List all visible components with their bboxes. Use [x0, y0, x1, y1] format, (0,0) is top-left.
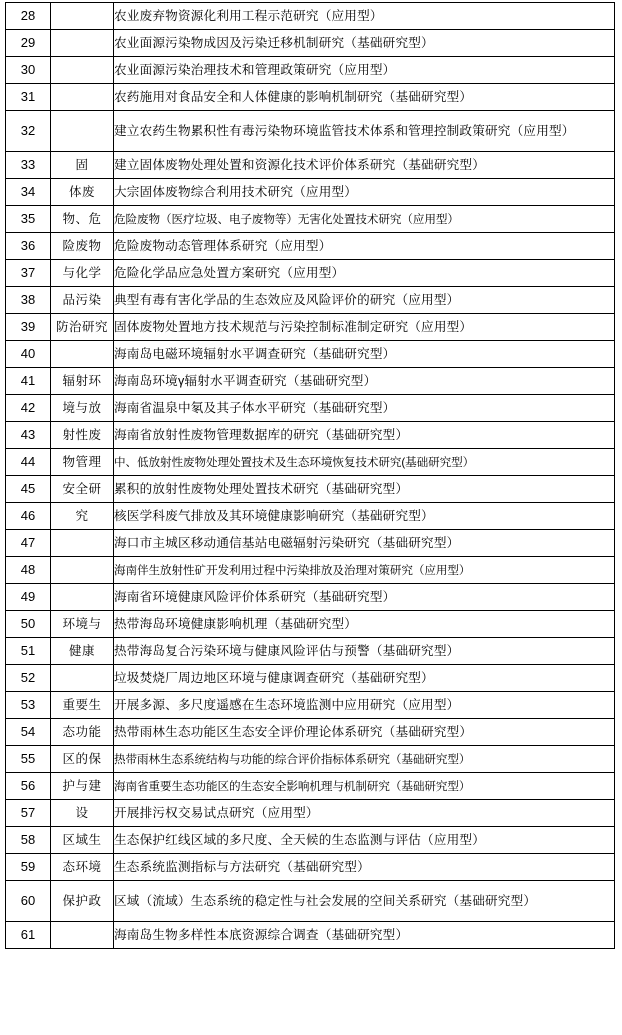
- topic-description: 热带雨林生态功能区生态安全评价理论体系研究（基础研究型）: [114, 719, 615, 746]
- topic-description: 农业废弃物资源化利用工程示范研究（应用型）: [114, 3, 615, 30]
- row-number: 37: [6, 260, 51, 287]
- topic-description: 海南岛环境γ辐射水平调查研究（基础研究型）: [114, 368, 615, 395]
- table-row: [6, 233, 615, 260]
- row-number: 30: [6, 57, 51, 84]
- table-row: [6, 287, 615, 314]
- category-cell: [51, 395, 114, 422]
- topic-description: 农药施用对食品安全和人体健康的影响机制研究（基础研究型）: [114, 84, 615, 111]
- row-number: 46: [6, 503, 51, 530]
- category-cell: [51, 314, 114, 341]
- category-cell: [51, 30, 114, 57]
- row-number: 57: [6, 800, 51, 827]
- category-label: 境与放: [62, 400, 102, 415]
- table-row: [6, 584, 615, 611]
- category-cell: [51, 800, 114, 827]
- category-label: 态功能: [62, 724, 102, 739]
- table-row: [6, 341, 615, 368]
- row-number: 53: [6, 692, 51, 719]
- category-cell: [51, 827, 114, 854]
- row-number: 55: [6, 746, 51, 773]
- topic-description: 典型有毒有害化学品的生态效应及风险评价的研究（应用型）: [114, 287, 615, 314]
- topic-description: 累积的放射性废物处理处置技术研究（基础研究型）: [114, 476, 615, 503]
- category-label: 区域生: [62, 832, 102, 847]
- category-label: 健康: [68, 643, 95, 658]
- table-row: [6, 638, 615, 665]
- category-cell: [51, 773, 114, 800]
- category-label: 重要生: [62, 697, 102, 712]
- category-cell: [51, 854, 114, 881]
- category-cell: [51, 3, 114, 30]
- category-cell: [51, 287, 114, 314]
- table-row: [6, 449, 615, 476]
- table-row: [6, 746, 615, 773]
- row-number: 49: [6, 584, 51, 611]
- table-row: [6, 152, 615, 179]
- table-row: [6, 260, 615, 287]
- category-cell: [51, 638, 114, 665]
- row-number: 54: [6, 719, 51, 746]
- topic-description: 危险废物（医疗垃圾、电子废物等）无害化处置技术研究（应用型）: [114, 206, 615, 233]
- topic-description: 海南省重要生态功能区的生态安全影响机理与机制研究（基础研究型）: [114, 773, 615, 800]
- topic-description: 生态保护红线区域的多尺度、全天候的生态监测与评估（应用型）: [114, 827, 615, 854]
- topic-description: 海南省温泉中氡及其子体水平研究（基础研究型）: [114, 395, 615, 422]
- category-cell: [51, 719, 114, 746]
- category-cell: [51, 665, 114, 692]
- row-number: 59: [6, 854, 51, 881]
- topic-description: 固体废物处置地方技术规范与污染控制标准制定研究（应用型）: [114, 314, 615, 341]
- category-cell: [51, 57, 114, 84]
- category-cell: [51, 341, 114, 368]
- row-number: 34: [6, 179, 51, 206]
- category-label: 固: [75, 157, 89, 172]
- category-label: 护与建: [62, 778, 102, 793]
- category-label: 区的保: [62, 751, 102, 766]
- category-cell: [51, 260, 114, 287]
- topic-description: 农业面源污染物成因及污染迁移机制研究（基础研究型）: [114, 30, 615, 57]
- row-number: 40: [6, 341, 51, 368]
- table-row: [6, 719, 615, 746]
- category-cell: [51, 206, 114, 233]
- category-label: 物、危: [62, 211, 102, 226]
- row-number: 38: [6, 287, 51, 314]
- topic-description: 海南岛生物多样性本底资源综合调查（基础研究型）: [114, 922, 615, 949]
- category-label: 设: [75, 805, 89, 820]
- row-number: 52: [6, 665, 51, 692]
- topic-description: 农业面源污染治理技术和管理政策研究（应用型）: [114, 57, 615, 84]
- row-number: 61: [6, 922, 51, 949]
- row-number: 42: [6, 395, 51, 422]
- table-row: [6, 692, 615, 719]
- table-row: [6, 206, 615, 233]
- table-row: [6, 503, 615, 530]
- topic-description: 热带海岛复合污染环境与健康风险评估与预警（基础研究型）: [114, 638, 615, 665]
- category-label: 险废物: [62, 238, 102, 253]
- category-label: 防治研究: [55, 319, 108, 334]
- category-cell: [51, 530, 114, 557]
- category-cell: [51, 611, 114, 638]
- category-label: 态环境: [62, 859, 102, 874]
- table-row: [6, 611, 615, 638]
- category-cell: [51, 746, 114, 773]
- category-cell: [51, 368, 114, 395]
- row-number: 43: [6, 422, 51, 449]
- table-row: [6, 314, 615, 341]
- category-label: 与化学: [62, 265, 102, 280]
- category-cell: [51, 557, 114, 584]
- table-row: [6, 368, 615, 395]
- table-row: [6, 557, 615, 584]
- table-row: [6, 827, 615, 854]
- category-cell: [51, 922, 114, 949]
- table-row: [6, 179, 615, 206]
- table-row: [6, 854, 615, 881]
- category-label: 究: [75, 508, 89, 523]
- table-row: [6, 422, 615, 449]
- category-label: 保护政: [62, 893, 102, 908]
- table-row: [6, 773, 615, 800]
- table-row: [6, 30, 615, 57]
- topic-description: 大宗固体废物综合利用技术研究（应用型）: [114, 179, 615, 206]
- row-number: 28: [6, 3, 51, 30]
- topic-description: 开展多源、多尺度遥感在生态环境监测中应用研究（应用型）: [114, 692, 615, 719]
- category-label: 安全研: [62, 481, 102, 496]
- row-number: 31: [6, 84, 51, 111]
- category-cell: [51, 584, 114, 611]
- row-number: 39: [6, 314, 51, 341]
- category-cell: [51, 503, 114, 530]
- table-row: [6, 881, 615, 922]
- category-cell: [51, 449, 114, 476]
- row-number: 50: [6, 611, 51, 638]
- row-number: 32: [6, 111, 51, 152]
- topic-description: 海南省放射性废物管理数据库的研究（基础研究型）: [114, 422, 615, 449]
- category-cell: [51, 692, 114, 719]
- category-label: 体废: [68, 184, 95, 199]
- row-number: 48: [6, 557, 51, 584]
- category-label: 射性废: [62, 427, 102, 442]
- topic-description: 区域（流域）生态系统的稳定性与社会发展的空间关系研究（基础研究型）: [114, 881, 615, 922]
- topic-description: 海南伴生放射性矿开发利用过程中污染排放及治理对策研究（应用型）: [114, 557, 615, 584]
- row-number: 51: [6, 638, 51, 665]
- topic-description: 垃圾焚烧厂周边地区环境与健康调查研究（基础研究型）: [114, 665, 615, 692]
- table-row: [6, 395, 615, 422]
- table-row: [6, 800, 615, 827]
- category-cell: [51, 422, 114, 449]
- topic-description: 危险废物动态管理体系研究（应用型）: [114, 233, 615, 260]
- topic-description: 生态系统监测指标与方法研究（基础研究型）: [114, 854, 615, 881]
- table-row: [6, 3, 615, 30]
- row-number: 47: [6, 530, 51, 557]
- category-label: 品污染: [62, 292, 102, 307]
- topic-description: 建立农药生物累积性有毒污染物环境监管技术体系和管理控制政策研究（应用型）: [114, 111, 615, 152]
- table-row: [6, 922, 615, 949]
- row-number: 56: [6, 773, 51, 800]
- topic-description: 海口市主城区移动通信基站电磁辐射污染研究（基础研究型）: [114, 530, 615, 557]
- category-label: 环境与: [62, 616, 102, 631]
- topic-description: 中、低放射性废物处理处置技术及生态环境恢复技术研究(基础研究型）: [114, 449, 615, 476]
- category-cell: [51, 152, 114, 179]
- table-body: [6, 3, 615, 949]
- row-number: 36: [6, 233, 51, 260]
- table-row: [6, 665, 615, 692]
- row-number: 60: [6, 881, 51, 922]
- row-number: 58: [6, 827, 51, 854]
- category-cell: [51, 84, 114, 111]
- row-number: 29: [6, 30, 51, 57]
- topic-description: 海南省环境健康风险评价体系研究（基础研究型）: [114, 584, 615, 611]
- category-cell: [51, 179, 114, 206]
- category-cell: [51, 881, 114, 922]
- topic-description: 热带雨林生态系统结构与功能的综合评价指标体系研究（基础研究型）: [114, 746, 615, 773]
- row-number: 44: [6, 449, 51, 476]
- table-row: [6, 111, 615, 152]
- research-topics-table: [5, 2, 615, 949]
- topic-description: 热带海岛环境健康影响机理（基础研究型）: [114, 611, 615, 638]
- topic-description: 核医学科废气排放及其环境健康影响研究（基础研究型）: [114, 503, 615, 530]
- row-number: 33: [6, 152, 51, 179]
- table-row: [6, 476, 615, 503]
- category-cell: [51, 233, 114, 260]
- topic-description: 危险化学品应急处置方案研究（应用型）: [114, 260, 615, 287]
- topic-description: 海南岛电磁环境辐射水平调查研究（基础研究型）: [114, 341, 615, 368]
- row-number: 45: [6, 476, 51, 503]
- topic-description: 开展排污权交易试点研究（应用型）: [114, 800, 615, 827]
- table-row: [6, 57, 615, 84]
- category-cell: [51, 111, 114, 152]
- category-label: 物管理: [62, 454, 102, 469]
- category-cell: [51, 476, 114, 503]
- table-row: [6, 530, 615, 557]
- row-number: 35: [6, 206, 51, 233]
- row-number: 41: [6, 368, 51, 395]
- topic-description: 建立固体废物处理处置和资源化技术评价体系研究（基础研究型）: [114, 152, 615, 179]
- table-row: [6, 84, 615, 111]
- category-label: 辐射环: [62, 373, 102, 388]
